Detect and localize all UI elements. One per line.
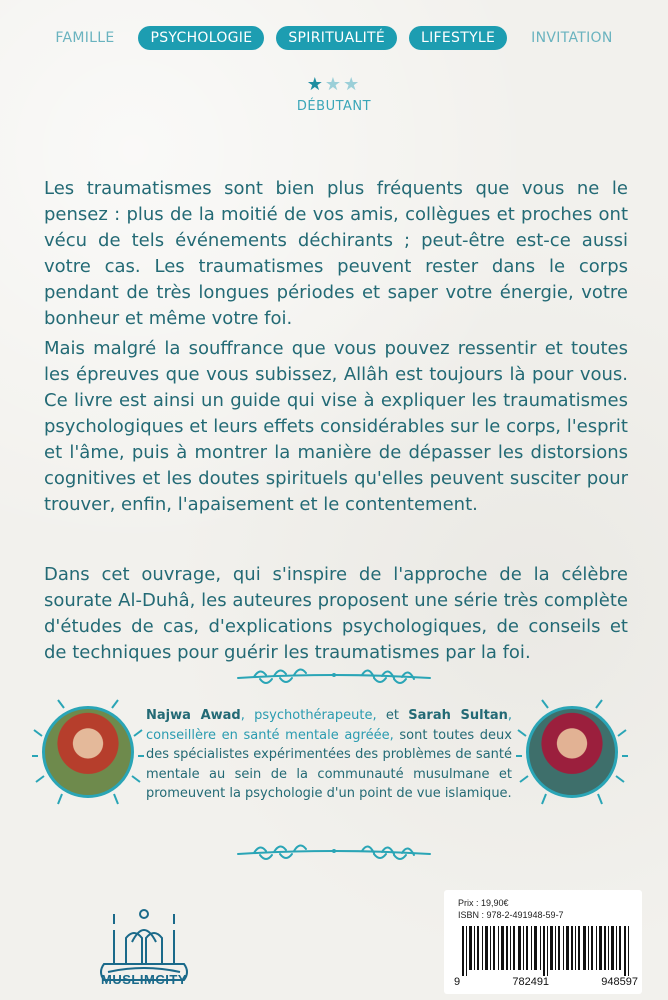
paragraph-2: Mais malgré la souffrance que vous pouvez ressentir et toutes les épreuves que vous subissez, Allâh est toujours là pour vous. Ce livre est ainsi un guide qui vise à expliquer les traumatismes psychologiques et leurs effets considérables sur le corps, l'esprit et l'âme, puis à montrer la manière de dépasser les distorsions cognitives et les doutes spirituels qu'elles peuvent susciter pour trouver, enfin, l'apaisement et le contentement.: [44, 338, 628, 515]
difficulty-level: DÉBUTANT: [296, 99, 372, 114]
barcode-digit-group-2: 948597: [601, 976, 638, 988]
category-tags: [0, 26, 668, 50]
barcode-label: [444, 890, 642, 994]
author-name-1: Najwa Awad: [146, 708, 241, 723]
tag-psychologie: PSYCHOLOGIE: [138, 26, 264, 50]
bio-connector: et: [376, 708, 409, 723]
difficulty-rating: [0, 74, 668, 114]
tag-famille: FAMILLE: [55, 30, 115, 46]
paragraph-3: Dans cet ouvrage, qui s'inspire de l'approche de la célèbre sourate Al-Duhâ, les auteures proposent une série très complète d'études de cas, d'explications psychologiques, de conseils et de techniques pour guérir les traumatismes par la foi.: [44, 564, 628, 663]
rating-stars: [0, 74, 668, 95]
star-icon: ★: [343, 74, 362, 95]
author-role-1: , psychothérapeute,: [240, 708, 377, 723]
authors-bio: [146, 706, 512, 804]
leaf-divider-icon: [234, 664, 434, 688]
tag-invitation: INVITATION: [531, 30, 613, 46]
barcode-digits: [454, 976, 638, 988]
tag-spiritualite: SPIRITUALITÉ: [276, 26, 397, 50]
leaf-divider-icon: [234, 840, 434, 864]
author-name-2: Sarah Sultan: [408, 708, 508, 723]
barcode-icon: [458, 926, 634, 976]
author-role-2: , conseillère en santé mentale agréée,: [146, 708, 512, 743]
publisher-name: MUSLIMCITY: [101, 972, 187, 987]
barcode-digit-group-1: 782491: [512, 976, 550, 988]
bio-text: sont toutes deux des spécialistes expérimentées des problèmes de santé mentale au sein de la communauté musulmane et promeuvent la psychologie d'un point de vue islamique.: [146, 727, 512, 801]
paragraph-1: Les traumatismes sont bien plus fréquents que vous ne le pensez : plus de la moitié de vos amis, collègues et proches ont vécu de tels événements déchirants ; peut-être est-ce aussi votre cas. Les traumatismes peuvent rester dans le corps pendant de très longues périodes et saper votre énergie, votre bonheur et même votre foi.: [44, 178, 628, 329]
star-icon: ★: [306, 74, 325, 95]
isbn-label: ISBN : 978-2-491948-59-7: [458, 910, 564, 920]
author-photo-sarah: [526, 706, 618, 798]
star-icon: ★: [324, 74, 344, 95]
author-photo-najwa: [42, 706, 134, 798]
price-label: Prix : 19,90€: [458, 898, 509, 908]
barcode-digit-prefix: 9: [454, 976, 461, 988]
tag-lifestyle: LIFESTYLE: [409, 26, 507, 50]
